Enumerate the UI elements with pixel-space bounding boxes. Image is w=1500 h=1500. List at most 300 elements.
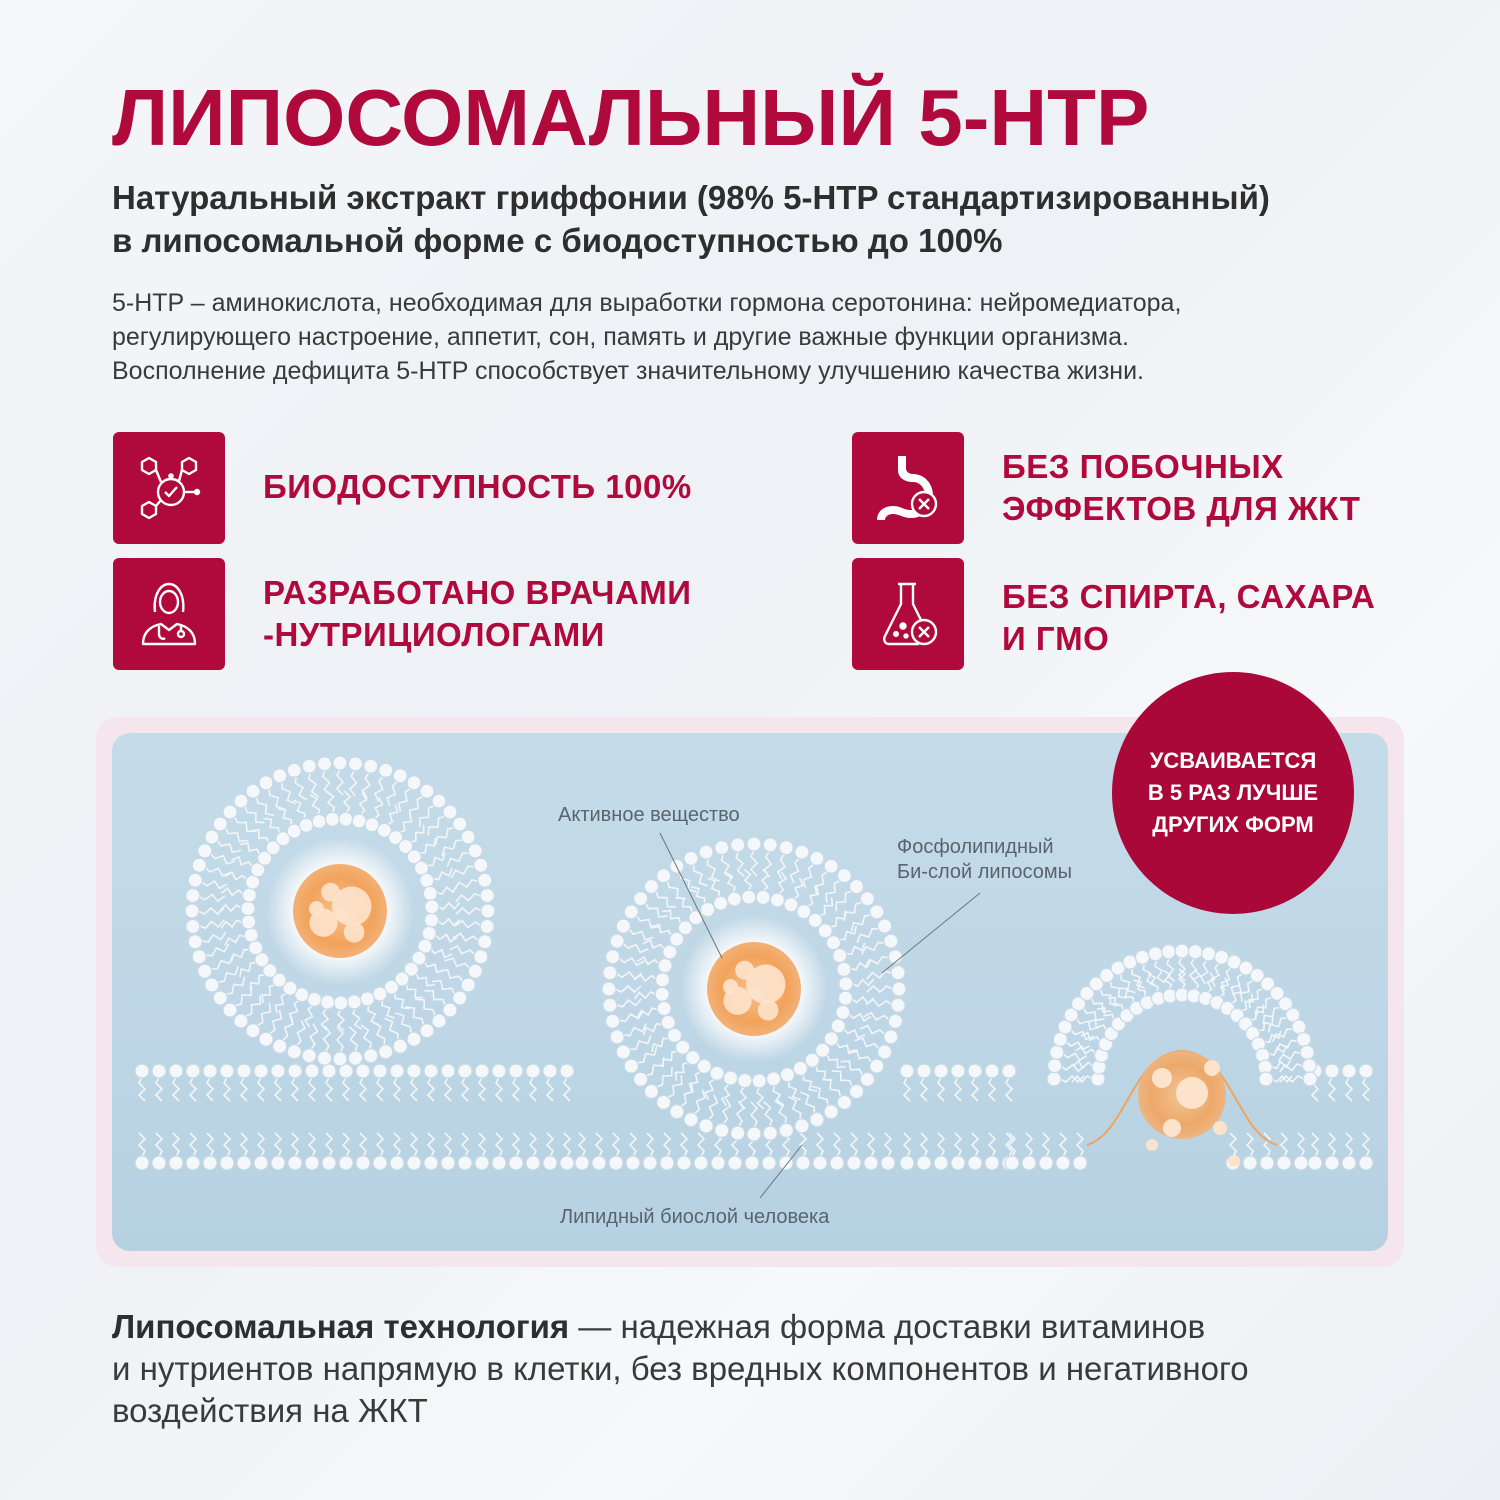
lipid-tail bbox=[217, 966, 238, 982]
lipid-head bbox=[655, 973, 669, 987]
lipid-tail bbox=[921, 1133, 927, 1157]
lipid-head bbox=[1359, 1064, 1373, 1078]
lipid-tail bbox=[139, 1077, 145, 1101]
lipid-head bbox=[697, 1059, 711, 1073]
lipid-tail bbox=[411, 1133, 417, 1157]
lipid-tail bbox=[445, 1077, 451, 1101]
lipid-head bbox=[847, 1156, 861, 1170]
feature-label-line: -НУТРИЦИОЛОГАМИ bbox=[263, 616, 605, 653]
lipid-head bbox=[624, 905, 638, 919]
lipid-tail bbox=[851, 915, 871, 931]
active-substance-bubble bbox=[1228, 1155, 1240, 1167]
lipid-tail bbox=[955, 1077, 961, 1101]
lipid-head bbox=[246, 784, 260, 798]
lipid-head bbox=[767, 1072, 781, 1086]
lipid-tail bbox=[447, 853, 470, 866]
lipid-head bbox=[478, 935, 492, 949]
lipid-head bbox=[325, 812, 339, 826]
lipid-head bbox=[543, 1156, 557, 1170]
lipid-head bbox=[1302, 1059, 1316, 1073]
lipid-head bbox=[320, 995, 334, 1009]
lipid-head bbox=[443, 805, 457, 819]
lipid-tail bbox=[1273, 1029, 1294, 1042]
lipid-tail bbox=[832, 1071, 853, 1087]
lipid-tail bbox=[305, 1005, 312, 1027]
lipid-tail bbox=[257, 1003, 271, 1026]
lipid-head bbox=[422, 926, 436, 940]
lipid-head bbox=[242, 888, 256, 902]
lipid-tail bbox=[309, 772, 319, 797]
lipid-tail bbox=[241, 1133, 247, 1157]
lipid-tail bbox=[225, 977, 244, 995]
lipid-head bbox=[661, 1015, 675, 1029]
lipid-head bbox=[684, 1113, 698, 1127]
lipid-head bbox=[824, 1105, 838, 1119]
lipid-head bbox=[1359, 1156, 1373, 1170]
lipid-head bbox=[307, 992, 321, 1006]
lipid-tail bbox=[326, 1077, 332, 1101]
lipid-tail bbox=[513, 1133, 519, 1157]
active-substance-bubble bbox=[1176, 1077, 1208, 1109]
lipid-head bbox=[246, 1024, 260, 1038]
lipid-head bbox=[198, 964, 212, 978]
lipid-tail bbox=[1363, 1077, 1369, 1101]
lipid-head bbox=[259, 1032, 273, 1046]
lipid-head bbox=[668, 1028, 682, 1042]
description-line: регулирующего настроение, аппетит, сон, память и другие важные функции организма. bbox=[112, 323, 1129, 351]
lipid-tail bbox=[394, 1077, 400, 1101]
pointer-line bbox=[760, 1145, 802, 1198]
lipid-tail bbox=[424, 991, 445, 1006]
lipid-head bbox=[453, 991, 467, 1005]
lipid-tail bbox=[349, 1027, 357, 1053]
active-substance-bubble bbox=[758, 1000, 779, 1021]
lipid-head bbox=[1022, 1156, 1036, 1170]
lipid-tail bbox=[360, 1133, 366, 1157]
lipid-head bbox=[259, 776, 273, 790]
lipid-head bbox=[795, 1119, 809, 1133]
lipid-tail bbox=[420, 805, 435, 826]
lipid-head bbox=[407, 1156, 421, 1170]
feature-label-no-side-effects bbox=[1002, 446, 1360, 530]
lipid-head bbox=[796, 1156, 810, 1170]
lipid-head bbox=[824, 859, 838, 873]
lipid-tail bbox=[885, 1133, 891, 1157]
lipid-tail bbox=[321, 1008, 328, 1030]
lipid-head bbox=[302, 759, 316, 773]
lipid-tail bbox=[1329, 1077, 1335, 1101]
lipid-head bbox=[379, 1045, 393, 1059]
active-substance-bubble bbox=[336, 909, 349, 922]
feature-label-line: БЕЗ СПИРТА, САХАРА bbox=[1002, 578, 1376, 615]
lipid-head bbox=[407, 1064, 421, 1078]
lipid-tail bbox=[221, 888, 243, 895]
lipid-tail bbox=[800, 1092, 814, 1114]
lipid-head bbox=[1047, 1072, 1061, 1086]
lipid-tail bbox=[395, 1013, 411, 1034]
lipid-head bbox=[810, 851, 824, 865]
lipid-tail bbox=[445, 1133, 451, 1157]
lipid-tail bbox=[373, 1022, 385, 1046]
lipid-tail bbox=[456, 908, 482, 914]
lipid-head bbox=[423, 886, 437, 900]
lipid-tail bbox=[1132, 968, 1145, 989]
lipid-head bbox=[420, 873, 434, 887]
molecule-check-icon bbox=[113, 432, 225, 544]
lipid-head bbox=[492, 1156, 506, 1170]
lipid-tail bbox=[432, 981, 455, 995]
lipid-tail bbox=[406, 1007, 424, 1026]
lipid-head bbox=[192, 858, 206, 872]
lipid-tail bbox=[424, 961, 444, 972]
lipid-tail bbox=[343, 1077, 349, 1101]
lipid-tail bbox=[645, 1057, 663, 1076]
lipid-head bbox=[634, 1072, 648, 1086]
lipid-head bbox=[169, 1064, 183, 1078]
lipid-tail bbox=[807, 886, 818, 906]
lipid-head bbox=[244, 928, 258, 942]
lipid-tail bbox=[445, 958, 470, 969]
lipid-head bbox=[805, 1053, 819, 1067]
lipid-head bbox=[420, 784, 434, 798]
lipid-tail bbox=[1241, 994, 1253, 1011]
lipid-tail bbox=[1201, 960, 1208, 984]
lipid-head bbox=[839, 977, 853, 991]
lipid-head bbox=[1308, 1156, 1322, 1170]
lipid-tail bbox=[234, 816, 255, 831]
feature-label-line: ЭФФЕКТОВ ДЛЯ ЖКТ bbox=[1002, 490, 1361, 527]
lipid-head bbox=[699, 845, 713, 859]
lipid-head bbox=[441, 1064, 455, 1078]
lipid-tail bbox=[596, 1133, 602, 1157]
lipid-tail bbox=[564, 1077, 570, 1101]
lipid-tail bbox=[793, 878, 802, 899]
active-substance-bubble bbox=[723, 979, 738, 994]
lipid-head bbox=[684, 851, 698, 865]
lipid-head bbox=[393, 769, 407, 783]
lipid-tail bbox=[416, 973, 435, 986]
lipid-tail bbox=[1063, 1053, 1087, 1060]
lipid-head bbox=[747, 837, 761, 851]
lipid-head bbox=[237, 1064, 251, 1078]
lipid-tail bbox=[1298, 1133, 1304, 1157]
lipid-head bbox=[254, 1064, 268, 1078]
lipid-head bbox=[203, 1156, 217, 1170]
lipid-head bbox=[526, 1156, 540, 1170]
lipid-tail bbox=[676, 898, 692, 913]
lipid-head bbox=[334, 996, 348, 1010]
lipid-head bbox=[917, 1156, 931, 1170]
lipid-tail bbox=[290, 1000, 300, 1021]
lipid-head bbox=[658, 959, 672, 973]
lipid-tail bbox=[205, 944, 229, 956]
lipid-head bbox=[784, 898, 798, 912]
lipid-head bbox=[432, 1014, 446, 1028]
active-substance-bubble bbox=[309, 901, 324, 916]
lipid-tail bbox=[327, 792, 334, 814]
lipid-tail bbox=[377, 1077, 383, 1101]
lipid-tail bbox=[751, 850, 757, 876]
lipid-head bbox=[481, 904, 495, 918]
lipid-head bbox=[670, 932, 684, 946]
lipid-head bbox=[610, 934, 624, 948]
lipid-head bbox=[660, 1156, 674, 1170]
lipid-head bbox=[287, 763, 301, 777]
lipid-tail bbox=[210, 853, 235, 864]
lipid-tail bbox=[852, 997, 874, 1004]
lipid-head bbox=[205, 830, 219, 844]
lipid-head bbox=[234, 794, 248, 808]
lipid-tail bbox=[269, 788, 285, 809]
lipid-tail bbox=[432, 868, 452, 879]
lipid-head bbox=[864, 1156, 878, 1170]
lipid-head bbox=[1260, 1156, 1274, 1170]
lipid-head bbox=[824, 1032, 838, 1046]
lipid-tail bbox=[156, 1133, 162, 1157]
lipid-tail bbox=[292, 1133, 298, 1157]
lipid-head bbox=[793, 1061, 807, 1075]
stomach-icon bbox=[852, 432, 964, 544]
lipid-tail bbox=[938, 1133, 944, 1157]
description bbox=[112, 286, 1412, 388]
lipid-head bbox=[663, 945, 677, 959]
lipid-head bbox=[461, 830, 475, 844]
lipid-head bbox=[273, 1039, 287, 1053]
lipid-tail bbox=[310, 795, 320, 816]
footer-bold: Липосомальная технология bbox=[112, 1308, 570, 1345]
lipid-tail bbox=[844, 902, 862, 921]
lipid-head bbox=[626, 1156, 640, 1170]
active-substance-bubble bbox=[1146, 1139, 1158, 1151]
lipid-tail bbox=[1060, 1133, 1066, 1157]
lipid-head bbox=[779, 841, 793, 855]
lipid-tail bbox=[428, 816, 445, 836]
lipid-head bbox=[560, 1064, 574, 1078]
lipid-tail bbox=[156, 1077, 162, 1101]
lipid-tail bbox=[240, 843, 260, 855]
footer-text bbox=[112, 1306, 1412, 1432]
pointer-line bbox=[882, 893, 980, 973]
lipid-head bbox=[1243, 1156, 1257, 1170]
lipid-head bbox=[185, 904, 199, 918]
feature-label-line: И ГМО bbox=[1002, 620, 1110, 657]
lipid-head bbox=[379, 763, 393, 777]
lipid-tail bbox=[904, 1133, 910, 1157]
lipid-head bbox=[831, 1019, 845, 1033]
lipid-head bbox=[860, 892, 874, 906]
active-substance-bubble bbox=[321, 883, 340, 902]
lipid-head bbox=[762, 1156, 776, 1170]
lipid-head bbox=[347, 995, 361, 1009]
lipid-tail bbox=[173, 1077, 179, 1101]
lipid-head bbox=[1005, 1156, 1019, 1170]
lipid-head bbox=[220, 1064, 234, 1078]
lipid-head bbox=[917, 1064, 931, 1078]
lipid-tail bbox=[250, 974, 265, 991]
lipid-head bbox=[186, 1064, 200, 1078]
lipid-head bbox=[480, 919, 494, 933]
lipid-head bbox=[223, 1003, 237, 1017]
lipid-head bbox=[810, 1113, 824, 1127]
lipid-head bbox=[333, 756, 347, 770]
lipid-tail bbox=[428, 1133, 434, 1157]
lipid-head bbox=[152, 1156, 166, 1170]
lipid-head bbox=[373, 1156, 387, 1170]
lipid-tail bbox=[839, 926, 856, 940]
lipid-tail bbox=[904, 1077, 910, 1101]
lipid-head bbox=[770, 893, 784, 907]
lipid-head bbox=[747, 1127, 761, 1141]
lipid-tail bbox=[428, 1077, 434, 1101]
lipid-tail bbox=[667, 1075, 682, 1097]
lipid-tail bbox=[258, 1133, 264, 1157]
lipid-head bbox=[694, 1156, 708, 1170]
lipid-tail bbox=[862, 942, 886, 954]
lipid-head bbox=[249, 941, 263, 955]
lipid-tail bbox=[462, 1133, 468, 1157]
lipid-tail bbox=[656, 891, 677, 907]
lipid-head bbox=[606, 950, 620, 964]
lipid-head bbox=[985, 1156, 999, 1170]
lipid-head bbox=[1175, 944, 1189, 958]
lipid-tail bbox=[368, 1005, 379, 1025]
lipid-head bbox=[934, 1156, 948, 1170]
lipid-tail bbox=[241, 1077, 247, 1101]
lipid-head bbox=[795, 845, 809, 859]
lipid-tail bbox=[1264, 1031, 1281, 1043]
lipid-tail bbox=[681, 1133, 687, 1157]
lipid-head bbox=[1202, 947, 1216, 961]
lipid-tail bbox=[816, 1065, 832, 1080]
lipid-tail bbox=[292, 1077, 298, 1101]
lipid-head bbox=[839, 991, 853, 1005]
lipid-tail bbox=[387, 781, 398, 806]
lipid-head bbox=[644, 1085, 658, 1099]
lipid-tail bbox=[224, 1077, 230, 1101]
lipid-tail bbox=[361, 1025, 371, 1050]
lipid-head bbox=[333, 1052, 347, 1066]
lipid-tail bbox=[269, 1010, 281, 1034]
footer-line: и нутриентов напрямую в клетки, без вредных компонентов и негативного bbox=[112, 1350, 1249, 1387]
description-line: Восполнение дефицита 5-HTP способствует значительному улучшению качества жизни. bbox=[112, 357, 1144, 385]
lipid-tail bbox=[530, 1133, 536, 1157]
lipid-tail bbox=[989, 1077, 995, 1101]
lipid-head bbox=[425, 900, 439, 914]
lipid-tail bbox=[757, 1087, 764, 1109]
lipid-tail bbox=[451, 866, 475, 878]
lipid-head bbox=[443, 1003, 457, 1017]
lipid-head bbox=[318, 1051, 332, 1065]
feature-label-line: БИОДОСТУПНОСТЬ 100% bbox=[263, 468, 692, 505]
lipid-tail bbox=[1071, 1029, 1094, 1039]
lipid-tail bbox=[751, 1102, 757, 1128]
lipid-head bbox=[830, 1156, 844, 1170]
lipid-tail bbox=[245, 805, 265, 822]
lipid-tail bbox=[240, 963, 257, 977]
lipid-tail bbox=[449, 946, 475, 955]
lipid-head bbox=[302, 1049, 316, 1063]
lipid-tail bbox=[803, 864, 814, 889]
page-title: ЛИПОСОМАЛЬНЫЙ 5-HTP bbox=[112, 73, 1150, 162]
lipid-head bbox=[888, 1014, 902, 1028]
lipid-head bbox=[738, 1074, 752, 1088]
lipid-tail bbox=[691, 887, 705, 904]
lipid-head bbox=[188, 873, 202, 887]
lipid-tail bbox=[309, 1133, 315, 1157]
lipid-head bbox=[891, 998, 905, 1012]
lipid-tail bbox=[744, 869, 751, 891]
lipid-head bbox=[756, 890, 770, 904]
lipid-tail bbox=[690, 1071, 701, 1091]
lipid-head bbox=[223, 805, 237, 819]
lipid-head bbox=[677, 1156, 691, 1170]
lipid-head bbox=[603, 966, 617, 980]
lipid-tail bbox=[190, 1133, 196, 1157]
lipid-tail bbox=[830, 911, 845, 927]
lipid-tail bbox=[207, 1077, 213, 1101]
lipid-tail bbox=[868, 1133, 874, 1157]
lipid-tail bbox=[296, 1020, 305, 1046]
lipid-tail bbox=[198, 908, 224, 914]
lipid-tail bbox=[231, 950, 250, 962]
lipid-tail bbox=[1097, 1008, 1114, 1020]
lipid-tail bbox=[705, 1079, 714, 1100]
lipid-head bbox=[390, 1156, 404, 1170]
lipid-tail bbox=[1346, 1077, 1352, 1101]
lipid-tail bbox=[707, 858, 719, 882]
lipid-head bbox=[188, 935, 202, 949]
lipid-head bbox=[203, 1064, 217, 1078]
lipid-head bbox=[870, 1059, 884, 1073]
lipid-head bbox=[322, 1156, 336, 1170]
lipid-head bbox=[715, 1123, 729, 1137]
lipid-head bbox=[1325, 1156, 1339, 1170]
lipid-tail bbox=[1230, 1133, 1236, 1157]
lipid-tail bbox=[812, 1086, 828, 1106]
lipid-tail bbox=[384, 1018, 397, 1041]
lipid-tail bbox=[360, 1077, 366, 1101]
lipid-tail bbox=[680, 871, 696, 891]
lipid-head bbox=[1325, 1064, 1339, 1078]
lipid-tail bbox=[1363, 1133, 1369, 1157]
subtitle-line: Натуральный экстракт гриффонии (98% 5-HTP стандартизированный) bbox=[112, 179, 1270, 216]
lipid-tail bbox=[1312, 1133, 1318, 1157]
subtitle-line: в липосомальной форме с биодоступностью до 100% bbox=[112, 222, 1003, 259]
lipid-head bbox=[657, 1002, 671, 1016]
lipid-head bbox=[373, 1064, 387, 1078]
lipid-tail bbox=[201, 881, 227, 888]
lipid-head bbox=[602, 982, 616, 996]
lipid-tail bbox=[275, 993, 286, 1013]
lipid-head bbox=[1162, 945, 1176, 959]
lipid-tail bbox=[1329, 1133, 1335, 1157]
lipid-head bbox=[441, 1156, 455, 1170]
lipid-head bbox=[968, 1064, 982, 1078]
human-bilayer-label: Липидный биослой человека bbox=[560, 1206, 830, 1228]
lipid-head bbox=[509, 1064, 523, 1078]
lipid-head bbox=[1073, 1156, 1087, 1170]
lipid-head bbox=[575, 1156, 589, 1170]
lipid-tail bbox=[411, 1077, 417, 1101]
lipid-tail bbox=[462, 1077, 468, 1101]
lipid-head bbox=[407, 776, 421, 790]
lipid-tail bbox=[455, 921, 481, 928]
lipid-head bbox=[474, 858, 488, 872]
active-substance-bubble bbox=[1204, 1060, 1220, 1076]
lipid-tail bbox=[436, 828, 455, 846]
lipid-tail bbox=[694, 1090, 705, 1115]
lipid-head bbox=[152, 1064, 166, 1078]
